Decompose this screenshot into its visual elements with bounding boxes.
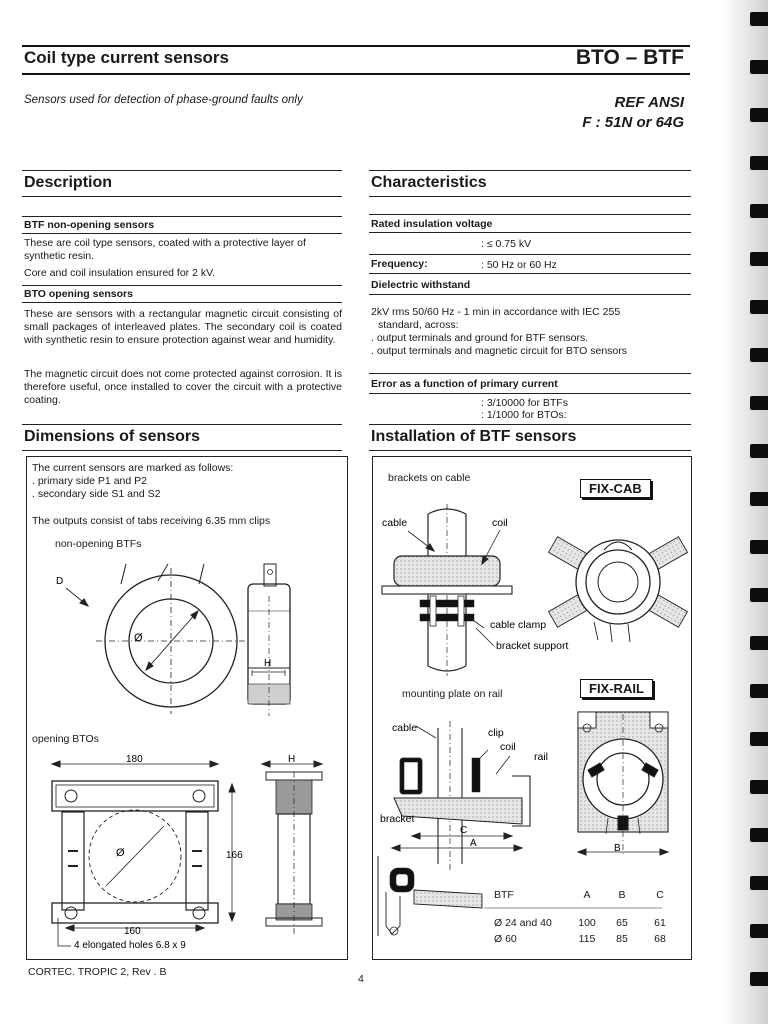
binder-ring — [750, 252, 768, 266]
dimensions-drawing — [26, 456, 348, 960]
coil-label: coil — [492, 517, 508, 529]
dim-c-label: C — [460, 825, 468, 836]
installation-drawing — [372, 456, 692, 960]
binder-ring — [750, 972, 768, 986]
dielectric-line-3: . output terminals and ground for BTF sensors. — [371, 332, 589, 344]
dim-166: 166 — [226, 850, 243, 861]
brackets-label: brackets on cable — [388, 472, 471, 484]
error-top-rule — [369, 373, 691, 374]
btf-toroid-front — [66, 564, 246, 714]
table-header-row — [494, 887, 678, 903]
page-subtitle: Sensors used for detection of phase-ground faults only — [24, 94, 303, 106]
description-top-rule — [22, 170, 342, 171]
fix-rail-label: FIX-RAIL — [580, 679, 653, 698]
rated-voltage-label: Rated insulation voltage — [371, 218, 493, 230]
marking-line-1: The current sensors are marked as follows: — [32, 462, 234, 474]
description-heading: Description — [24, 174, 113, 191]
binder-ring — [750, 444, 768, 458]
table-header-cell: BTF — [494, 889, 514, 901]
table-row — [494, 931, 678, 947]
rated-bottom-rule — [369, 232, 691, 233]
dielectric-top-rule — [369, 273, 691, 274]
bto-heading: BTO opening sensors — [24, 288, 133, 300]
error-value-btf: : 3/10000 for BTFs — [481, 397, 568, 409]
bto-label-h: H — [288, 754, 296, 765]
dielectric-line-1: 2kV rms 50/60 Hz - 1 min in accordance with IEC 255 — [371, 306, 621, 318]
footer-reference: CORTEC. TROPIC 2, Rev . B — [28, 966, 167, 978]
label-diameter: Ø — [134, 632, 143, 644]
table-header-cell: A — [583, 889, 591, 901]
bto-front-view — [52, 761, 235, 946]
fix-rail-front-view — [578, 712, 668, 856]
clip-detail-view — [378, 856, 482, 936]
binder-ring — [750, 924, 768, 938]
table-header-cell: B — [618, 889, 626, 901]
binder-ring — [750, 780, 768, 794]
binder-ring — [750, 396, 768, 410]
dielectric-line-2: standard, across: — [378, 319, 459, 331]
dimensions-bottom-rule — [22, 450, 342, 451]
binder-ring — [750, 732, 768, 746]
bracket-label: bracket — [380, 813, 415, 825]
binder-ring — [750, 828, 768, 842]
dimensions-heading: Dimensions of sensors — [24, 428, 201, 445]
frequency-top-rule — [369, 254, 691, 255]
non-opening-label: non-opening BTFs — [55, 538, 142, 550]
btf-side-view — [248, 564, 290, 716]
table-header-cell: C — [656, 889, 664, 901]
dim-160: 160 — [124, 926, 141, 937]
table-row — [494, 915, 678, 931]
table-cell: 61 — [654, 917, 666, 929]
rated-top-rule — [369, 214, 691, 215]
table-cell: Ø 24 and 40 — [494, 917, 552, 929]
dim-180: 180 — [126, 754, 143, 765]
model-code: BTO – BTF — [575, 46, 684, 69]
binder-ring — [750, 348, 768, 362]
clip-label: clip — [488, 727, 504, 739]
dielectric-label: Dielectric withstand — [371, 279, 471, 291]
binder-ring — [750, 12, 768, 26]
error-value-bto: : 1/1000 for BTOs: — [481, 409, 567, 421]
marking-line-2: . primary side P1 and P2 — [32, 475, 147, 487]
table-cell: 68 — [654, 933, 666, 945]
bto-side-view — [262, 761, 322, 934]
dimensions-top-rule — [22, 424, 342, 425]
cable-clamp-label: cable clamp — [490, 619, 547, 631]
bto-text-2: The magnetic circuit does not come protected against corrosion. It is therefore useful, once installed to cover the circuit with a protective coating. — [24, 368, 342, 406]
frequency-value: : 50 Hz or 60 Hz — [481, 259, 557, 271]
error-label: Error as a function of primary current — [371, 378, 558, 390]
table-spacer — [494, 903, 678, 915]
binder-ring — [750, 636, 768, 650]
mounting-plate-label: mounting plate on rail — [402, 688, 503, 700]
btf-text-2: Core and coil insulation ensured for 2 kV. — [24, 267, 216, 279]
opening-label: opening BTOs — [32, 733, 99, 745]
binder-ring — [750, 492, 768, 506]
characteristics-heading: Characteristics — [371, 174, 487, 191]
ref-ansi-codes: F : 51N or 64G — [582, 114, 684, 131]
ref-ansi: REF ANSI — [614, 94, 684, 111]
bto-top-rule — [22, 285, 342, 286]
page-number: 4 — [358, 973, 364, 985]
label-h: H — [264, 658, 272, 669]
binder-ring — [750, 108, 768, 122]
dielectric-line-4: . output terminals and magnetic circuit for BTO sensors — [371, 345, 627, 357]
frequency-label: Frequency: — [371, 258, 428, 270]
description-bottom-rule — [22, 196, 342, 197]
table-cell: 65 — [616, 917, 628, 929]
table-cell: 115 — [578, 933, 596, 945]
fix-cab-label: FIX-CAB — [580, 479, 651, 498]
bracket-support-label: bracket support — [496, 640, 569, 652]
binder-ring — [750, 204, 768, 218]
btf-text-1: These are coil type sensors, coated with a protective layer of synthetic resin. — [24, 237, 306, 262]
binder-ring — [750, 684, 768, 698]
table-cell: Ø 60 — [494, 933, 517, 945]
cable-label: cable — [382, 517, 408, 529]
dim-b-label: B — [614, 843, 621, 854]
bto-text-1: These are sensors with a rectangular magnetic circuit consisting of small packages of interleaved plates. The secondary coil is coated with synthetic resin to ensure protection against wear and humidity. — [24, 308, 342, 346]
installation-bottom-rule — [369, 450, 691, 451]
binder-edge — [722, 0, 768, 1024]
marking-line-3: . secondary side S1 and S2 — [32, 488, 161, 500]
outputs-text: The outputs consist of tabs receiving 6.35 mm clips — [32, 515, 271, 527]
binder-ring — [750, 156, 768, 170]
characteristics-top-rule — [369, 170, 691, 171]
btf-dimension-table — [494, 887, 678, 947]
table-cell: 100 — [578, 917, 596, 929]
btf-heading: BTF non-opening sensors — [24, 219, 155, 231]
bto-diameter-label: Ø — [116, 847, 125, 859]
dim-a-label: A — [470, 838, 477, 849]
binder-ring — [750, 60, 768, 74]
page-title: Coil type current sensors — [24, 48, 230, 67]
bto-bottom-rule — [22, 302, 342, 303]
characteristics-bottom-rule — [369, 196, 691, 197]
binder-ring — [750, 876, 768, 890]
binder-ring — [750, 300, 768, 314]
btf-top-rule — [22, 216, 342, 217]
label-d: D — [56, 576, 64, 587]
rail-label: rail — [534, 751, 549, 763]
holes-note: 4 elongated holes 6.8 x 9 — [74, 940, 186, 951]
rail-cable-label: cable — [392, 722, 418, 734]
cable-bracket-view — [382, 504, 512, 676]
fix-cab-ring-view — [549, 537, 688, 642]
binder-ring — [750, 588, 768, 602]
rail-coil-label: coil — [500, 741, 516, 753]
error-bottom-rule — [369, 393, 691, 394]
btf-bottom-rule — [22, 233, 342, 234]
rated-voltage-value: : ≤ 0.75 kV — [481, 238, 532, 250]
header-bottom-rule — [22, 73, 690, 75]
installation-heading: Installation of BTF sensors — [371, 428, 577, 445]
dielectric-bottom-rule — [369, 294, 691, 295]
table-cell: 85 — [616, 933, 628, 945]
binder-ring — [750, 540, 768, 554]
installation-top-rule — [369, 424, 691, 425]
